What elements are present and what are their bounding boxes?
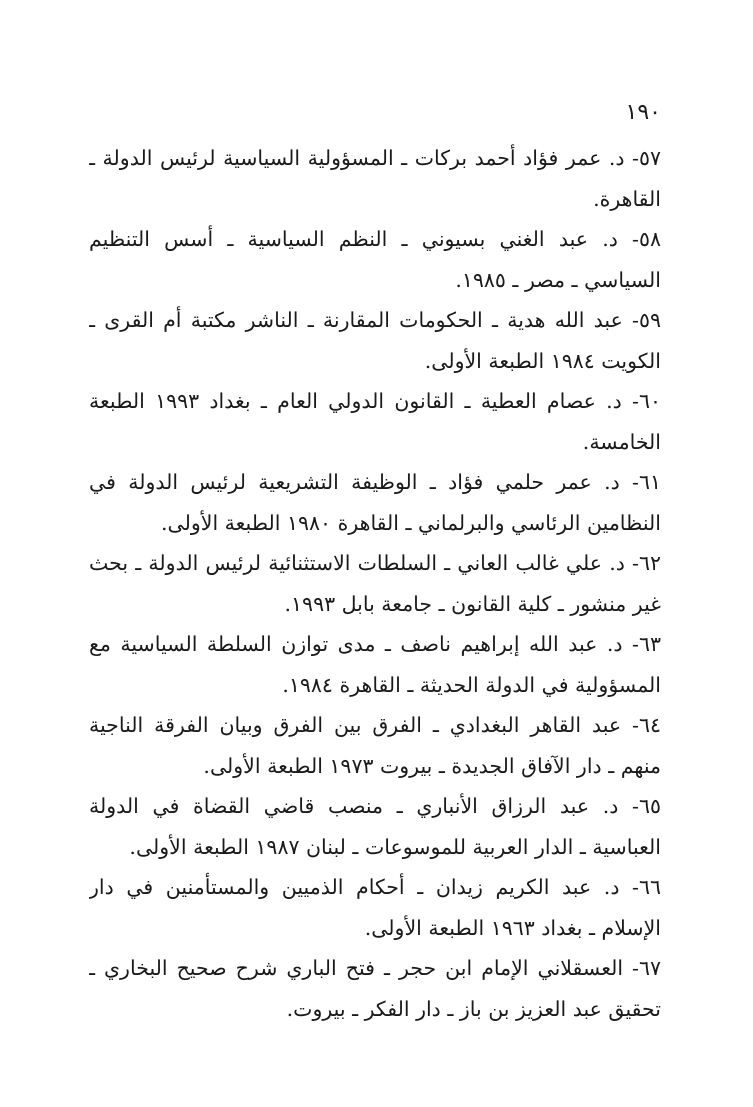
reference-entry — [89, 138, 661, 219]
reference-entry — [89, 462, 661, 543]
reference-line-2: تحقيق عبد العزيز بن باز ـ دار الفكر ـ بيروت. — [286, 996, 661, 1021]
reference-entry — [89, 705, 661, 786]
reference-entry — [89, 786, 661, 867]
reference-line-1: ٦١- د. عمر حلمي فؤاد ـ الوظيفة التشريعية لرئيس الدولة في النظامين — [89, 470, 661, 535]
reference-line-1: ٥٨- د. عبد الغني بسيوني ـ النظم السياسية ـ أسس التنظيم السياسي ـ — [89, 227, 661, 292]
reference-entry — [89, 300, 661, 381]
reference-entry — [89, 867, 661, 948]
reference-line-2: دار الآفاق الجديدة ـ بيروت ١٩٧٣ الطبعة الأولى. — [203, 753, 602, 778]
reference-line-1: ٦٢- د. علي غالب العاني ـ السلطات الاستثنائية لرئيس الدولة ـ بحث — [89, 551, 661, 575]
reference-line-2: ١٩٨٤ الطبعة الأولى. — [424, 348, 595, 373]
reference-line-1: ٦٣- د. عبد الله إبراهيم ناصف ـ مدى توازن السلطة السياسية مع — [89, 632, 661, 656]
reference-line-2: غير منشور ـ كلية القانون ـ جامعة بابل ١٩٩٣. — [284, 591, 661, 616]
reference-line-2: مصر ـ ١٩٨٥. — [455, 267, 566, 292]
reference-line-1: ٦٥- د. عبد الرزاق الأنباري ـ منصب قاضي القضاة في الدولة العباسية ـ — [89, 794, 661, 859]
reference-line-1: ٥٩- عبد الله هدية ـ الحكومات المقارنة ـ الناشر مكتبة أم القرى ـ الكويت — [89, 308, 661, 373]
reference-line-1: ٦٦- د. عبد الكريم زيدان ـ أحكام الذميين والمستأمنين في دار الإسلام ـ — [89, 875, 661, 940]
reference-line-1: ٦٠- د. عصام العطية ـ القانون الدولي العام ـ بغداد ١٩٩٣ الطبعة — [89, 389, 661, 413]
reference-line-2: الرئاسي والبرلماني ـ القاهرة ١٩٨٠ الطبعة الأولى. — [161, 510, 581, 535]
reference-entry — [89, 948, 661, 1029]
reference-line-2: الخامسة. — [582, 429, 661, 454]
reference-line-1: ٦٧- العسقلاني الإمام ابن حجر ـ فتح الباري شرح صحيح البخاري ـ — [89, 956, 661, 980]
page-number: ١٩٠ — [625, 100, 661, 125]
reference-line-2: الدار العربية للموسوعات ـ لبنان ١٩٨٧ الطبعة الأولى. — [129, 834, 574, 859]
reference-line-2: بغداد ١٩٦٣ الطبعة الأولى. — [364, 915, 583, 940]
reference-entry — [89, 624, 661, 705]
reference-line-1: ٥٧- د. عمر فؤاد أحمد بركات ـ المسؤولية السياسية لرئيس الدولة ـ — [89, 146, 661, 170]
reference-line-1: ٦٤- عبد القاهر البغدادي ـ الفرق بين الفرق وبيان الفرقة الناجية منهم ـ — [89, 713, 661, 778]
reference-line-2: المسؤولية في الدولة الحديثة ـ القاهرة ١٩٨٤. — [282, 672, 661, 697]
reference-entry — [89, 381, 661, 462]
reference-line-2: القاهرة. — [593, 186, 661, 211]
reference-entry — [89, 543, 661, 624]
reference-entry — [89, 219, 661, 300]
references-list — [89, 138, 661, 1029]
